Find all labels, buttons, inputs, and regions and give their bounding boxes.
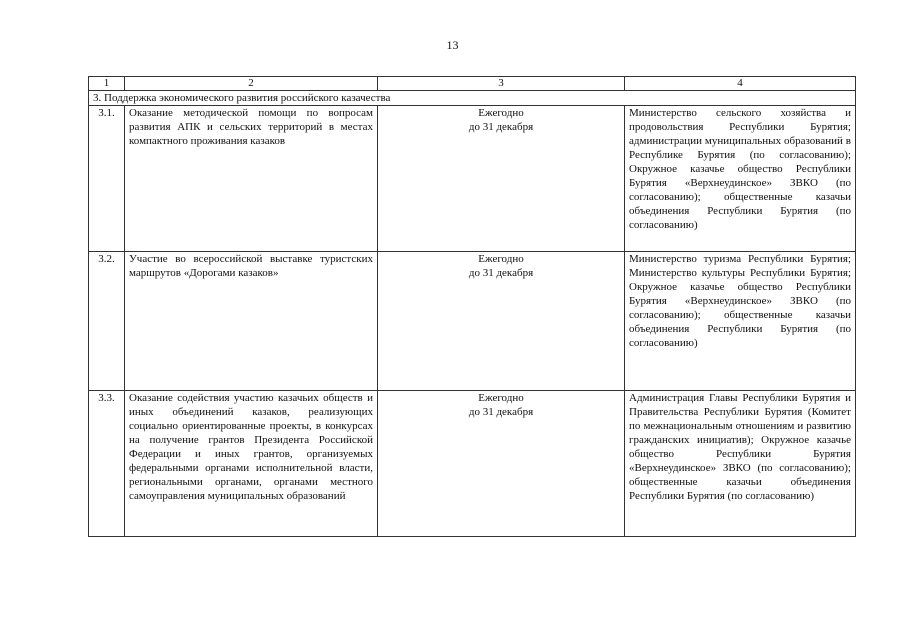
row-number: 3.1. [89, 106, 125, 252]
executors-text: Администрация Главы Республики Бурятия и Правительства Республики Бурятия (Комитет по межнациональным отношениям и развитию гражданских инициатив); Окружное казачье общество Республики Бурятия «Верхнеудинское» ЗВКО (по согласованию); общественные казачьи объединения Республики Бурятия (по согласованию) [625, 391, 856, 537]
deadline-line: до 31 декабря [468, 406, 534, 418]
deadline-line: Ежегодно [478, 392, 524, 404]
header-cell: 1 [89, 77, 125, 91]
event-text: Оказание содействия участию казачьих обществ и иных объединений казаков, реализующих социально ориентированные проекты, в конкурсах на получение грантов Президента Российской Федерации и иных грантов, организуемых федеральными органами исполнительной власти, региональными органами, органами местного самоуправления муниципальных образований [125, 391, 378, 537]
deadline-line: Ежегодно [478, 107, 524, 119]
executors-text: Министерство туризма Республики Бурятия; Министерство культуры Республики Бурятия; Окружное казачье общество Республики Бурятия «Верхнеудинское» ЗВКО (по согласованию); общественные казачьи объединения Республики Бурятия (по согласованию) [625, 252, 856, 391]
header-row [89, 77, 856, 91]
event-text: Участие во всероссийской выставке туристских маршрутов «Дорогами казаков» [125, 252, 378, 391]
page-number: 13 [446, 38, 459, 52]
section-title: 3. Поддержка экономического развития российского казачества [89, 91, 856, 106]
deadline-cell [378, 252, 625, 391]
plan-table [88, 76, 856, 537]
table-row [89, 391, 856, 537]
event-text: Оказание методической помощи по вопросам развития АПК и сельских территорий в местах компактного проживания казаков [125, 106, 378, 252]
deadline-line: до 31 декабря [468, 121, 534, 133]
header-cell: 4 [625, 77, 856, 91]
row-number: 3.3. [89, 391, 125, 537]
header-cell: 2 [125, 77, 378, 91]
table-row [89, 106, 856, 252]
deadline-line: Ежегодно [478, 253, 524, 265]
header-cell: 3 [378, 77, 625, 91]
deadline-cell [378, 106, 625, 252]
table-row [89, 252, 856, 391]
deadline-line: до 31 декабря [468, 267, 534, 279]
row-number: 3.2. [89, 252, 125, 391]
deadline-cell [378, 391, 625, 537]
section-row [89, 91, 856, 106]
executors-text: Министерство сельского хозяйства и продовольствия Республики Бурятия; администрации муниципальных образований в Республике Бурятия (по согласованию); Окружное казачье общество Республики Бурятия «Верхнеудинское» ЗВКО (по согласованию); общественные казачьи объединения Республики Бурятия (по согласованию) [625, 106, 856, 252]
